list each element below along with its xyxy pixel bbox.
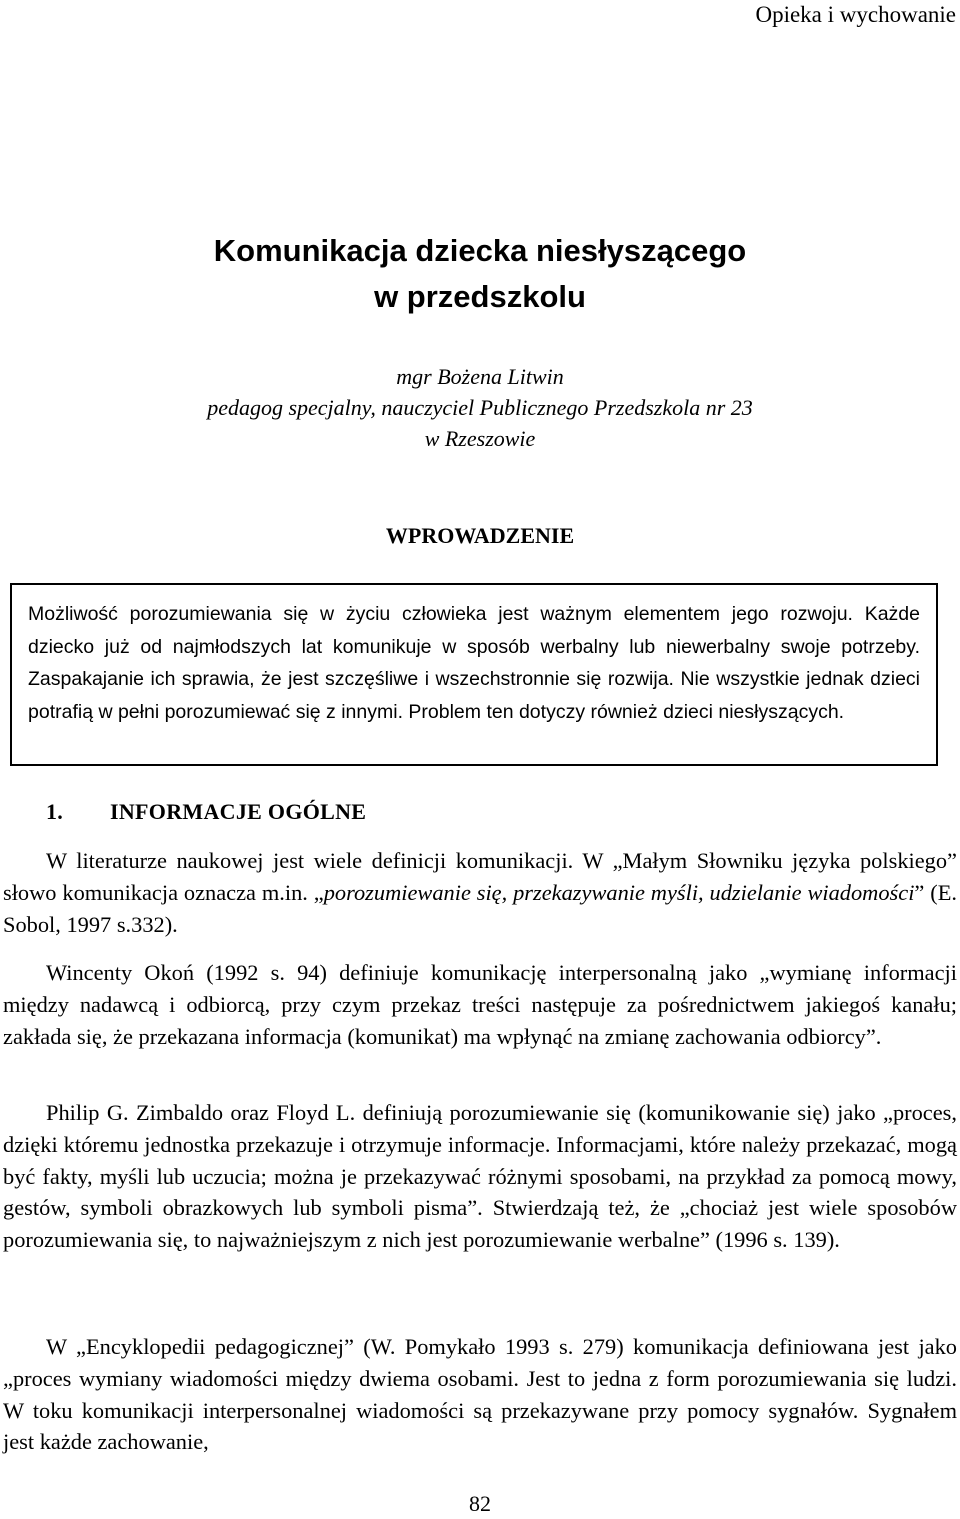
section-heading	[46, 797, 366, 827]
running-header: Opieka i wychowanie	[755, 2, 956, 27]
author-block	[0, 361, 960, 454]
abstract-text: Możliwość porozumiewania się w życiu człowieka jest ważnym elementem jego rozwoju. Każde dziecko już od najmłodszych lat komunikuje w sposób werbalny lub niewerbalny swoje potrzeby. Zaspakajanie ich sprawia, że jest szczęśliwe i wszechstronnie się rozwija. Nie wszystkie jednak dzieci potrafią w pełni porozumiewać się z innymi. Problem ten dotyczy również dzieci niesłyszących.	[28, 603, 920, 723]
paragraph-1-text-b: ” (E. Sobol, 1997 s.332).	[3, 879, 957, 937]
paragraph-1-quote: porozumiewanie się, przekazywanie myśli, udzielanie wiadomości	[323, 879, 915, 905]
author-city: w Rzeszowie	[424, 426, 536, 451]
intro-heading: WPROWADZENIE	[385, 523, 575, 548]
section-number: 1.	[46, 799, 64, 824]
page-number: 82	[469, 1491, 491, 1516]
section-title: INFORMACJE OGÓLNE	[110, 799, 367, 824]
author-name: mgr Bożena Litwin	[396, 364, 564, 389]
paragraph-2: Wincenty Okoń (1992 s. 94) definiuje komunikację interpersonalną jako „wymianę informacji między nadawcą i odbiorcą, przy czym przekaz treści następuje za pośrednictwem jakiegoś kanału; zakłada się, że przekazana informacja (komunikat) ma wpłynąć na zmianę zachowania odbiorcy”.	[3, 960, 957, 1049]
abstract-box	[10, 583, 938, 766]
author-position: pedagog specjalny, nauczyciel Publicznego Przedszkola nr 23	[207, 395, 753, 420]
title-line-2: w przedszkolu	[374, 279, 586, 314]
paragraph-1-text-a: W literaturze naukowej jest wiele definicji komunikacji. W „Małym Słowniku języka polskiego” słowo komunikacja oznacza m.in. „	[3, 848, 957, 905]
paragraph-3: Philip G. Zimbaldo oraz Floyd L. definiują porozumiewanie się (komunikowanie się) jako „proces, dzięki któremu jednostka przekazuje i otrzymuje informacje. Informacjami, które należy przekazać, mogą być fakty, myśli lub uczucia; można je przekazywać różnymi sposobami, na przykład za pomocą mowy, gestów, symboli obrazkowych lub symboli pisma”. Stwierdzają też, że „chociaż jest wiele sposobów porozumiewania się, to najważniejszym z nich jest porozumiewanie werbalne” (1996 s. 139).	[3, 1100, 957, 1253]
article-title	[0, 228, 960, 320]
title-line-1: Komunikacja dziecka niesłyszącego	[213, 233, 747, 268]
paragraph-1	[3, 845, 957, 940]
paragraph-4: W „Encyklopedii pedagogicznej” (W. Pomykało 1993 s. 279) komunikacja definiowana jest jako „proces wymiany wiadomości między dwiema osobami. Jest to jedna z form porozumiewania się ludzi. W toku komunikacji interpersonalnej wiadomości są przekazywane przy pomocy sygnałów. Sygnałem jest każde zachowanie,	[3, 1334, 957, 1455]
